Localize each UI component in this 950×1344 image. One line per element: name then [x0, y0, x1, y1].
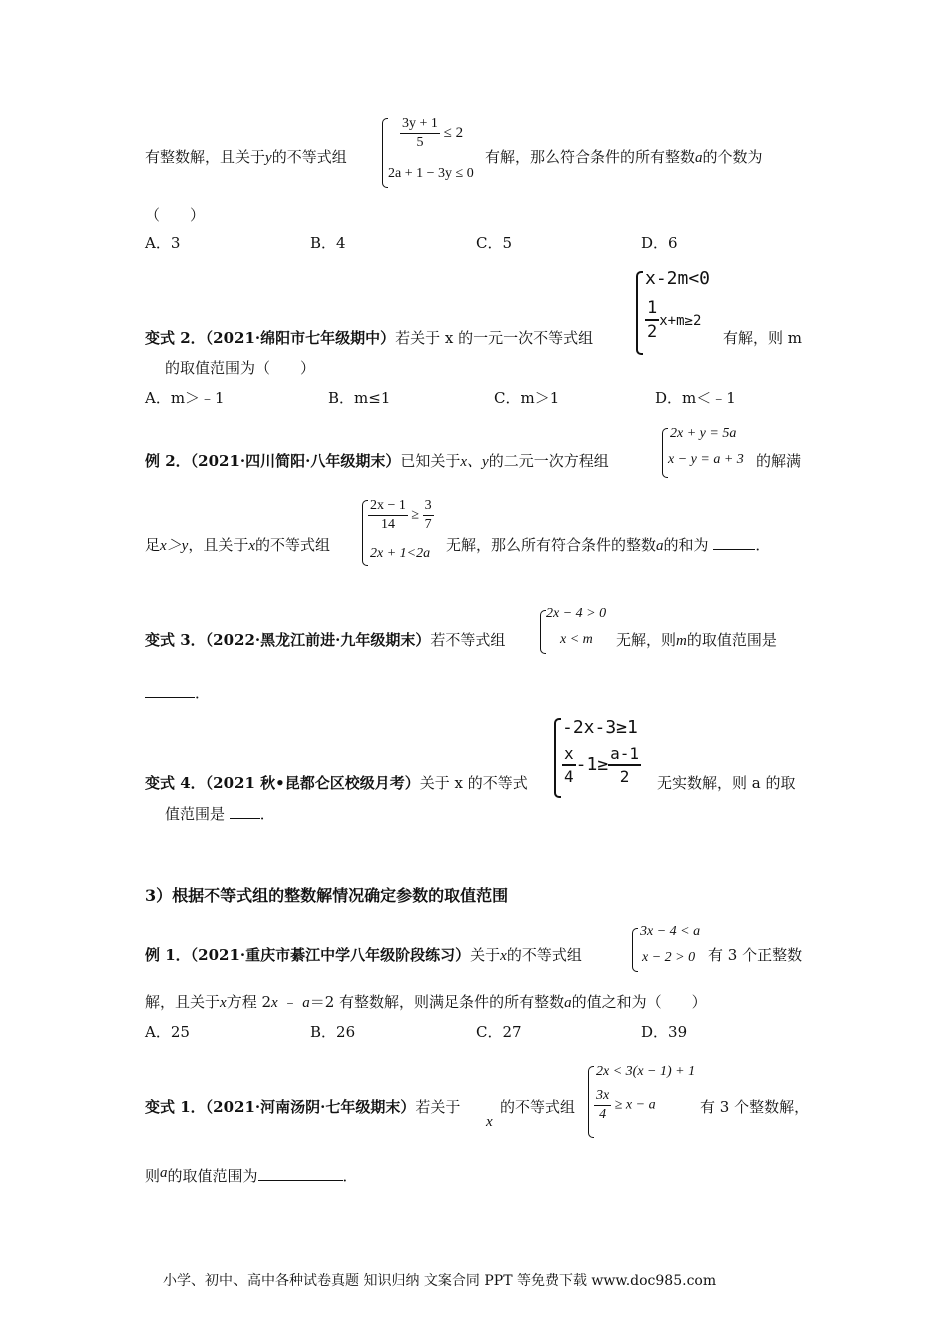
footer-text: 小学、初中、高中各种试卷真题 知识归纳 文案合同 PPT 等免费下载 www.doc985.com — [163, 1273, 717, 1289]
section-title: 3）根据不等式组的整数解情况确定参数的取值范围 — [145, 886, 509, 905]
q0-ineq1: $\frac{3y + 1}{5}$ ≤ 2 — [402, 116, 464, 150]
q0-ineq2: 2a + 1 − 3y ≤ 0 — [388, 166, 474, 181]
